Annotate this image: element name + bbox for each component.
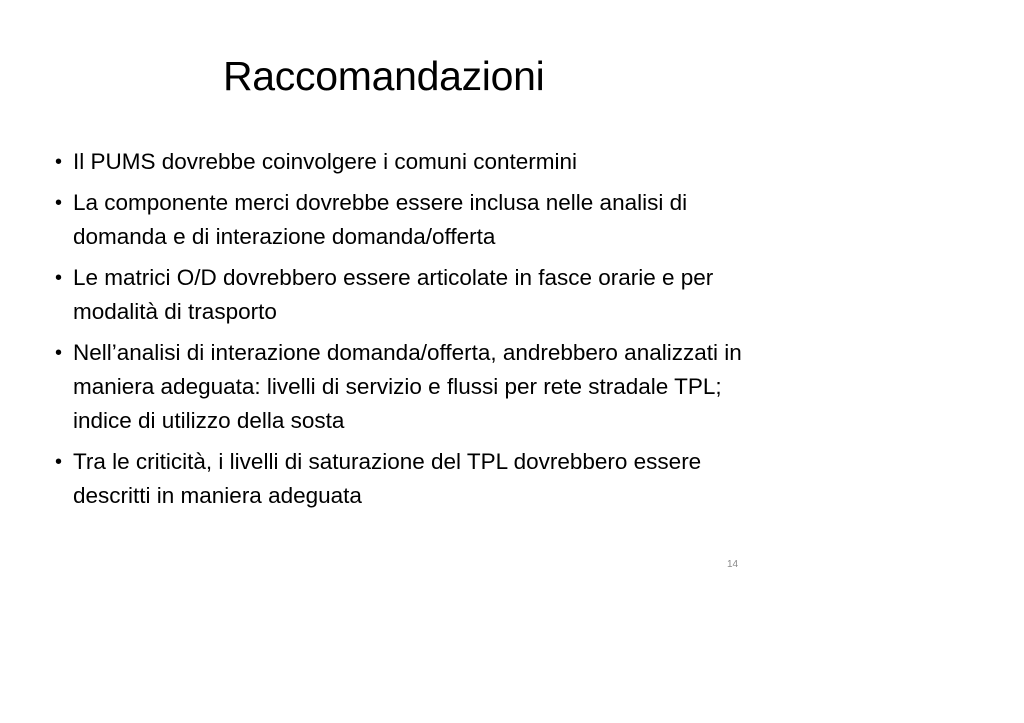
bullet-text: Il PUMS dovrebbe coinvolgere i comuni contermini	[73, 149, 577, 174]
bullet-item	[45, 186, 745, 254]
bullet-text: Nell’analisi di interazione domanda/offerta, andrebbero analizzati in maniera adeguata: livelli di servizio e flussi per rete stradale TPL; indice di utilizzo della sosta	[73, 340, 742, 433]
slide-title: Raccomandazioni	[223, 53, 545, 99]
bullet-text: Le matrici O/D dovrebbero essere articolate in fasce orarie e per modalità di trasporto	[73, 265, 714, 324]
bullet-item	[45, 261, 745, 329]
bullet-item	[45, 445, 745, 513]
bullet-text: La componente merci dovrebbe essere inclusa nelle analisi di domanda e di interazione domanda/offerta	[73, 190, 688, 249]
bullet-icon: •	[55, 151, 63, 173]
page-number: 14	[727, 559, 739, 570]
bullet-text: Tra le criticità, i livelli di saturazione del TPL dovrebbero essere descritti in maniera adeguata	[73, 449, 702, 508]
bullet-item	[45, 145, 745, 179]
bullet-icon: •	[55, 267, 63, 289]
bullet-icon: •	[55, 451, 63, 473]
bullet-icon: •	[55, 342, 63, 364]
bullet-list	[45, 145, 745, 520]
bullet-icon: •	[55, 192, 63, 214]
bullet-item	[45, 336, 745, 438]
